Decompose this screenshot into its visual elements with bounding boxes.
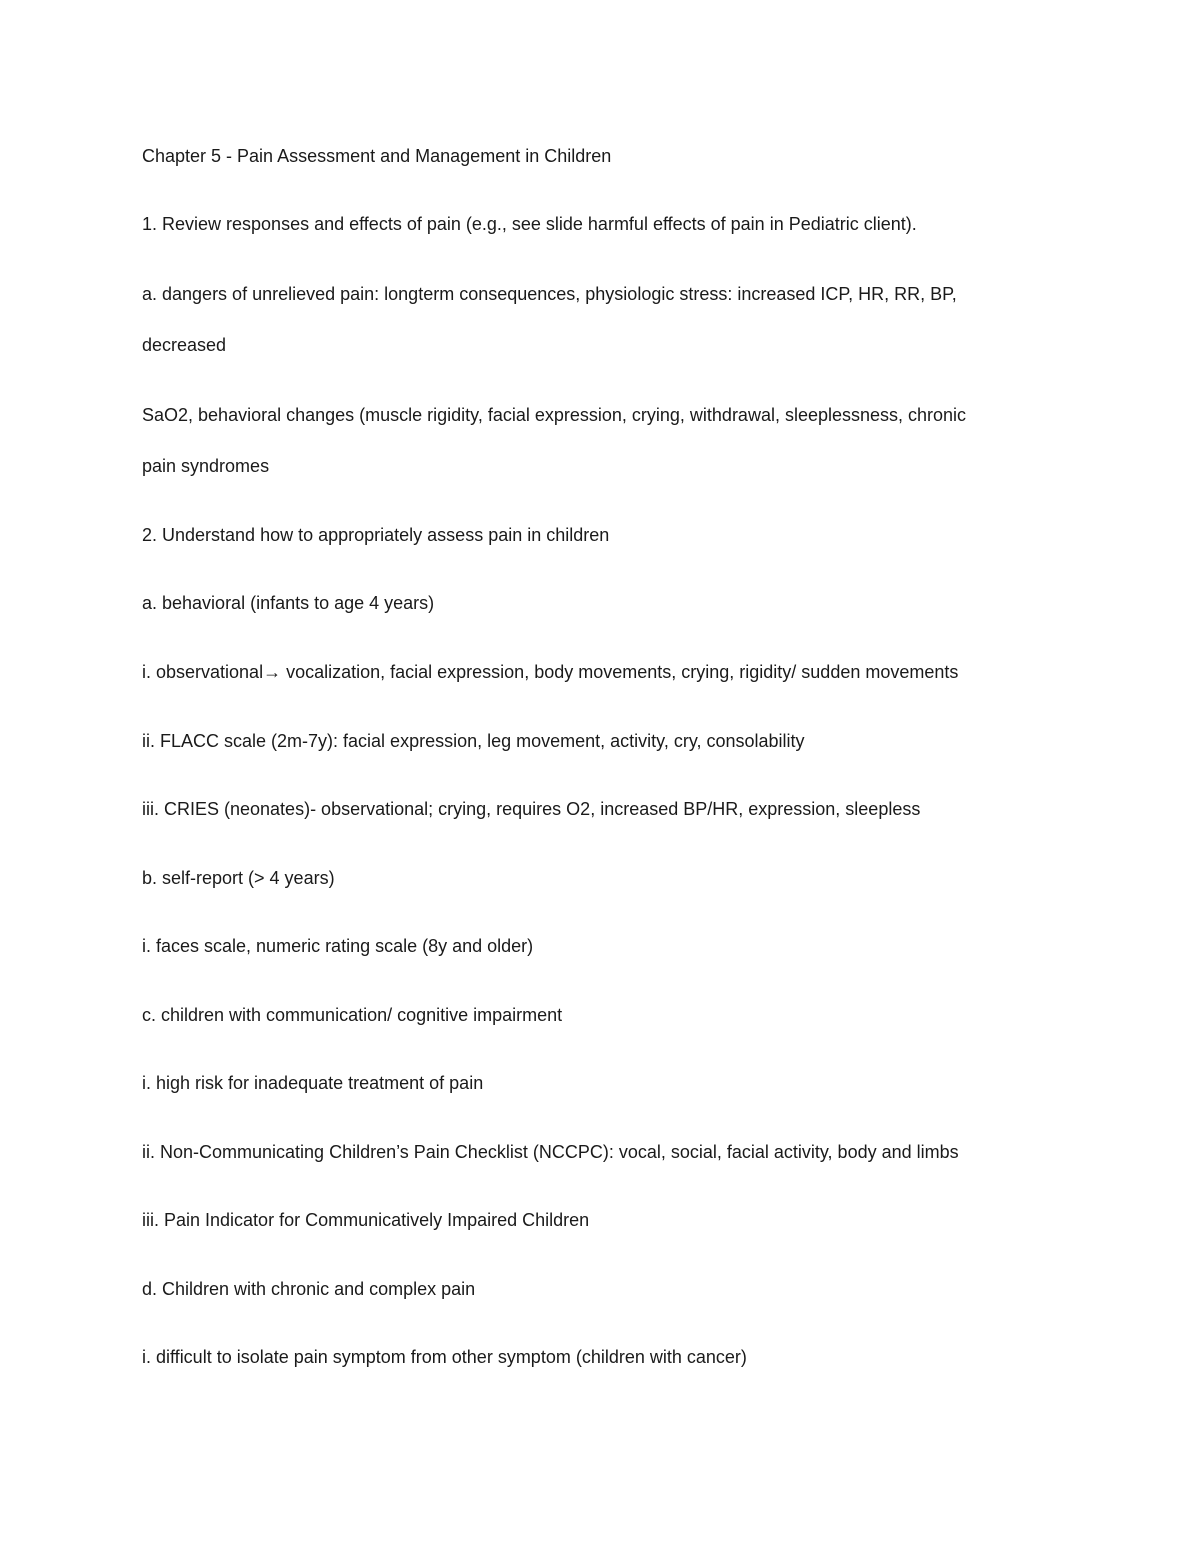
- text-line: iii. Pain Indicator for Communicatively Impaired Children: [142, 1210, 590, 1230]
- text-line: SaO2, behavioral changes (muscle rigidity, facial expression, crying, withdrawal, sleeplessness, chronic: [142, 405, 967, 425]
- text-line: i. high risk for inadequate treatment of pain: [142, 1073, 484, 1093]
- text-line: i. faces scale, numeric rating scale (8y and older): [142, 936, 534, 956]
- text-line: c. children with communication/ cognitive impairment: [142, 1005, 563, 1025]
- text-line: ii. Non-Communicating Children’s Pain Checklist (NCCPC): vocal, social, facial activity, body and limbs: [142, 1142, 959, 1162]
- text-line: pain syndromes: [142, 456, 270, 476]
- text-line: i. difficult to isolate pain symptom from other symptom (children with cancer): [142, 1347, 747, 1367]
- text-line: a. behavioral (infants to age 4 years): [142, 593, 435, 613]
- text-line: ii. FLACC scale (2m-7y): facial expression, leg movement, activity, cry, consolability: [142, 731, 805, 751]
- text-line: i. observational→ vocalization, facial expression, body movements, crying, rigidity/ sudden movements: [142, 662, 959, 682]
- text-line: 1. Review responses and effects of pain (e.g., see slide harmful effects of pain in Pediatric client).: [142, 214, 917, 234]
- text-line: b. self-report (> 4 years): [142, 868, 335, 888]
- document-title: Chapter 5 - Pain Assessment and Management in Children: [142, 146, 612, 166]
- text-line: d. Children with chronic and complex pain: [142, 1279, 476, 1299]
- text-line: decreased: [142, 335, 227, 355]
- text-line: 2. Understand how to appropriately assess pain in children: [142, 525, 610, 545]
- text-line: a. dangers of unrelieved pain: longterm consequences, physiologic stress: increased ICP, HR, RR, BP,: [142, 284, 957, 304]
- text-line: iii. CRIES (neonates)- observational; crying, requires O2, increased BP/HR, expression, sleepless: [142, 799, 921, 819]
